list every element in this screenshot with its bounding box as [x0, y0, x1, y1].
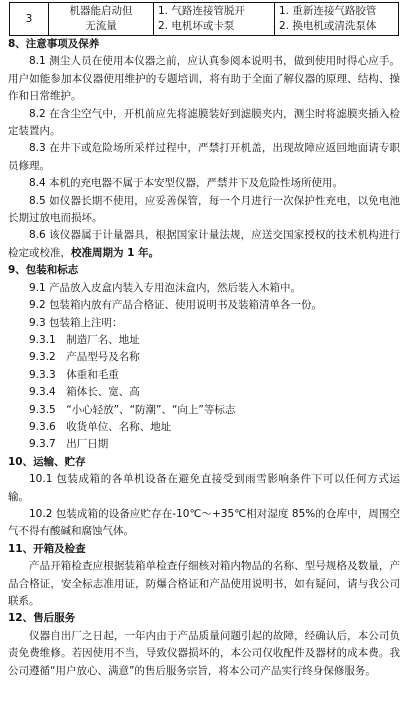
remedy-cell [275, 3, 399, 36]
remedy-line: 1. 重新连接气路胶管 [279, 5, 377, 17]
paragraph: 仪器自出厂之日起，一年内由于产品质量问题引起的故障，经确认后，本公司负责免费维修。若因使用不当，导致仪器损坏的，本公司仅收配件及器材的成本费。我公司遵循“用户放心、满意”的售后服务宗旨，将本公司产品实行终身保修服务。 [8, 629, 400, 677]
list-item: 9.3.6 收货单位、名称、地址 [29, 420, 172, 433]
symptom-line: 机器能启动但 [69, 5, 133, 17]
paragraph: 8.2 在含尘空气中，开机前应先将滤膜装好到滤膜夹内，测尘时将滤膜夹插入检定装置内。 [8, 107, 400, 138]
paragraph-text: 8.6 该仪器属于计量器具，根据国家计量法规，应送交国家授权的技术机构进行检定或校准， [8, 229, 400, 259]
section-heading: 12、售后服务 [8, 612, 76, 625]
cause-line: 2. 电机坏或卡泵 [158, 20, 235, 32]
section-heading: 9、包装和标志 [8, 264, 79, 277]
list-item: 9.3.5 “小心轻放”、“防潮”、“向上”等标志 [29, 403, 236, 416]
cause-line: 1. 气路连接管脱开 [158, 5, 245, 17]
symptom-cell [49, 3, 154, 36]
paragraph: 9.2 包装箱内放有产品合格证、使用说明书及装箱清单各一份。 [29, 299, 323, 312]
paragraph: 8.3 在井下或危险场所采样过程中，严禁打开机盖，出现故障应返回地面请专职员修理。 [8, 142, 400, 172]
manual-page [8, 0, 400, 680]
list-item: 9.3.4 箱体长、宽、高 [29, 386, 140, 399]
section-heading: 10、运输、贮存 [8, 455, 86, 468]
paragraph: 10.1 包装成箱的各单机设备在避免直接受到雨雪影响条件下可以任何方式运输。 [8, 473, 400, 503]
remedy-line: 2. 换电机或清洗泵体 [279, 20, 377, 32]
table-row [10, 3, 399, 36]
list-item: 9.3.1 制造厂名、地址 [29, 333, 140, 346]
paragraph: 8.4 本机的充电器不属于本安型仪器，严禁井下及危险性场所使用。 [29, 177, 344, 190]
section-heading: 11、开箱及检查 [8, 542, 86, 555]
list-item: 9.3.3 体重和毛重 [29, 368, 119, 381]
symptom-line: 无流量 [85, 20, 117, 32]
section-heading: 8、注意事项及保养 [8, 38, 100, 50]
row-number: 3 [10, 3, 49, 36]
cause-cell [154, 3, 275, 36]
fault-table [9, 2, 399, 36]
paragraph: 9.1 产品放入皮盒内装入专用泡沫盒内，然后装入木箱中。 [29, 281, 302, 294]
paragraph: 9.3 包装箱上注明： [29, 316, 123, 329]
list-item: 9.3.2 产品型号及名称 [29, 351, 140, 364]
paragraph [8, 227, 400, 262]
paragraph: 产品开箱检查应根据装箱单检查仔细核对箱内物品的名称、型号规格及数量，产品合格证，安全标志准用证，防爆合格证和产品使用说明书，如有疑问，请与我公司联系。 [8, 560, 400, 607]
list-item: 9.3.7 出厂日期 [29, 438, 109, 451]
calibration-period: 校准周期为 1 年。 [71, 246, 160, 259]
paragraph: 8.1 测尘人员在使用本仪器之前，应认真参阅本说明书，做到使用时得心应手。用户如能参加本仪器使用维护的专题培训，将有助于全面了解仪器的原理、结构、操作和日常维护。 [8, 55, 400, 103]
paragraph: 8.5 如仪器长期不使用，应妥善保管，每一个月进行一次保护性充电，以免电池长期过放电而损坏。 [8, 194, 400, 225]
paragraph: 10.2 包装成箱的设备应贮存在-10℃～+35℃相对湿度 85%的仓库中，周围空气不得有酸碱和腐蚀气体。 [8, 507, 400, 538]
